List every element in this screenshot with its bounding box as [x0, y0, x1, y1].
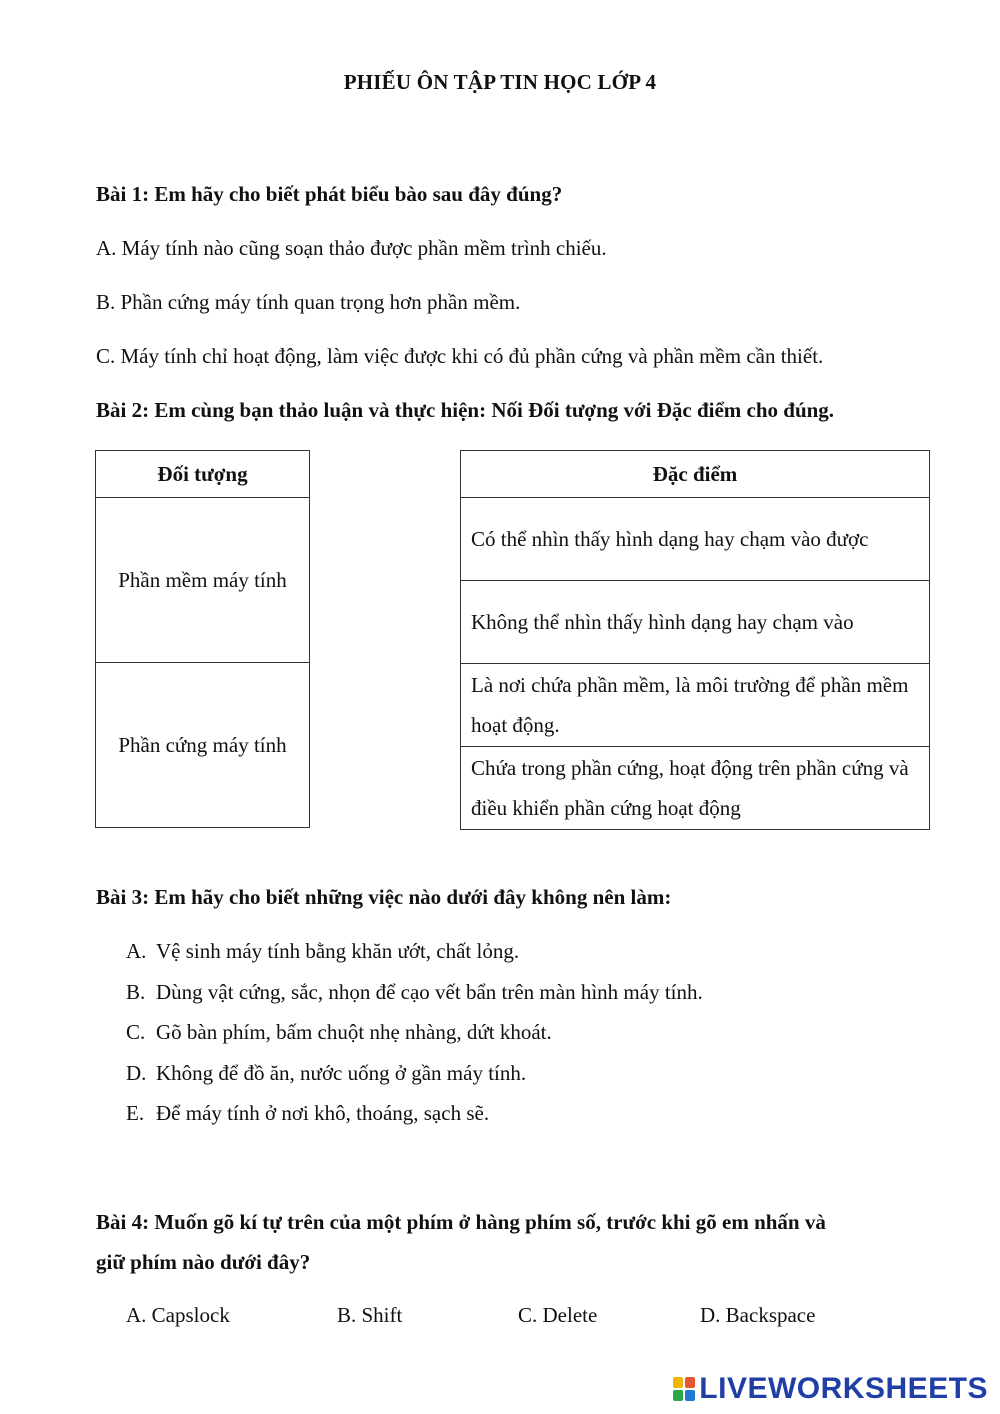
question-3-item-c[interactable]: [126, 1020, 552, 1045]
question-1-heading: Bài 1: Em hãy cho biết phát biểu bào sau đây đúng?: [96, 182, 563, 206]
question-2-heading: Bài 2: Em cùng bạn thảo luận và thực hiện: Nối Đối tượng với Đặc điểm cho đúng.: [96, 398, 835, 422]
item-letter: A.: [126, 939, 147, 963]
object-software[interactable]: Phần mềm máy tính: [96, 498, 310, 663]
trait-inside-hardware[interactable]: Chứa trong phần cứng, hoạt động trên phần cứng và điều khiển phần cứng hoạt động: [461, 747, 930, 830]
question-1-option-c[interactable]: C. Máy tính chỉ hoạt động, làm việc được khi có đủ phần cứng và phần mềm cần thiết.: [96, 344, 824, 368]
question-1-option-b[interactable]: B. Phần cứng máy tính quan trọng hơn phần mềm.: [96, 290, 521, 314]
question-4-heading-line-2: giữ phím nào dưới đây?: [96, 1250, 311, 1274]
item-text: Vệ sinh máy tính bằng khăn ướt, chất lỏng.: [156, 939, 520, 963]
trait-contains-software[interactable]: Là nơi chứa phần mềm, là môi trường để phần mềm hoạt động.: [461, 664, 930, 747]
question-1-option-a[interactable]: A. Máy tính nào cũng soạn thảo được phần mềm trình chiếu.: [96, 236, 607, 260]
item-letter: B.: [126, 980, 146, 1004]
item-letter: C.: [126, 1020, 146, 1044]
brand-name: LIVEWORKSHEETS: [699, 1372, 988, 1405]
page-title: PHIẾU ÔN TẬP TIN HỌC LỚP 4: [343, 70, 657, 94]
question-3-item-d[interactable]: [126, 1061, 526, 1086]
question-3-item-a[interactable]: [126, 939, 519, 964]
liveworksheets-logo-icon: [673, 1377, 695, 1401]
object-hardware[interactable]: Phần cứng máy tính: [96, 663, 310, 828]
question-3-item-e[interactable]: [126, 1101, 489, 1126]
objects-header: Đối tượng: [96, 451, 310, 498]
question-3-heading: Bài 3: Em hãy cho biết những việc nào dưới đây không nên làm:: [96, 885, 672, 909]
item-text: Gõ bàn phím, bấm chuột nhẹ nhàng, dứt khoát.: [156, 1020, 552, 1044]
traits-table: [460, 450, 930, 830]
traits-header: Đặc điểm: [461, 451, 930, 498]
question-4-heading-line-1: Bài 4: Muốn gõ kí tự trên của một phím ở hàng phím số, trước khi gõ em nhấn và: [96, 1210, 826, 1234]
objects-table: [95, 450, 310, 828]
item-text: Để máy tính ở nơi khô, thoáng, sạch sẽ.: [156, 1101, 490, 1125]
item-letter: D.: [126, 1061, 147, 1085]
question-3-item-b[interactable]: [126, 980, 703, 1005]
liveworksheets-brand: [673, 1372, 988, 1406]
item-text: Không để đồ ăn, nước uống ở gần máy tính.: [156, 1061, 527, 1085]
question-4-option-c[interactable]: C. Delete: [518, 1303, 598, 1327]
question-4-option-a[interactable]: A. Capslock: [126, 1303, 230, 1327]
trait-invisible[interactable]: Không thể nhìn thấy hình dạng hay chạm vào: [461, 581, 930, 664]
question-4-option-d[interactable]: D. Backspace: [700, 1303, 816, 1327]
item-letter: E.: [126, 1101, 145, 1125]
item-text: Dùng vật cứng, sắc, nhọn để cạo vết bẩn trên màn hình máy tính.: [156, 980, 703, 1004]
question-4-option-b[interactable]: B. Shift: [337, 1303, 403, 1327]
trait-visible[interactable]: Có thể nhìn thấy hình dạng hay chạm vào được: [461, 498, 930, 581]
